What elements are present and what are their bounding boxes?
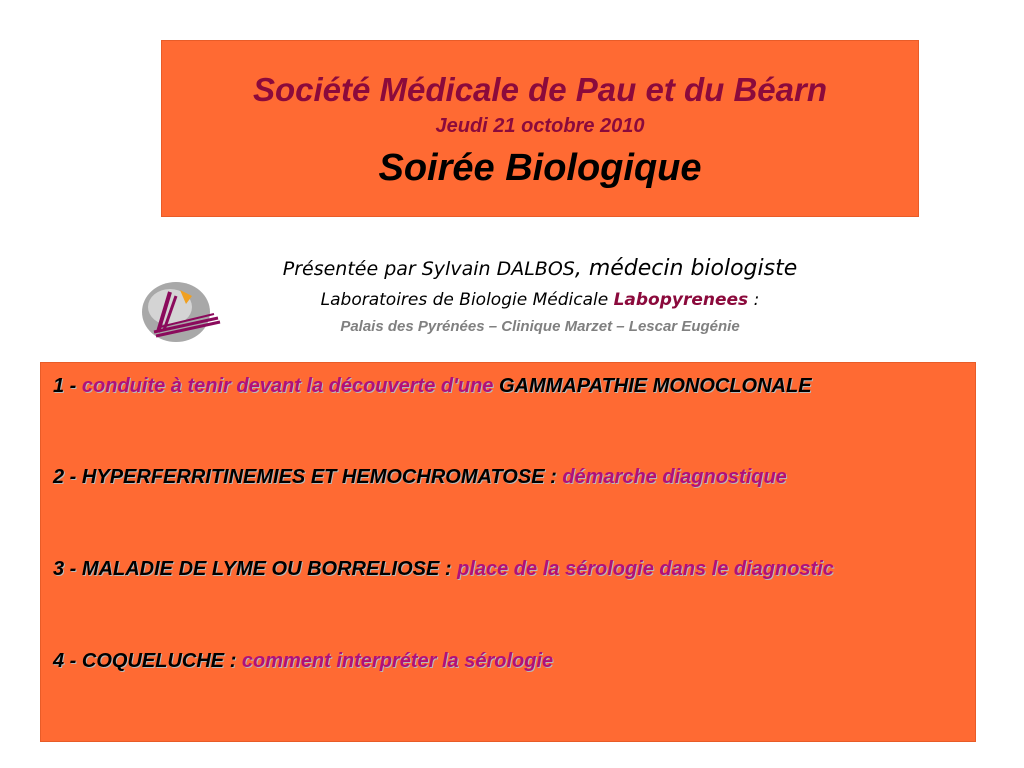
topic-description: démarche diagnostique <box>562 466 787 488</box>
topic-item <box>53 646 953 677</box>
laboratory-line <box>220 290 860 310</box>
topics-box <box>40 362 976 742</box>
topic-number: 2 - <box>53 466 82 488</box>
laboratory-logo-icon <box>140 280 222 344</box>
topic-heading: HYPERFERRITINEMIES ET HEMOCHROMATOSE : <box>81 466 563 488</box>
locations-line: Palais des Pyrénées – Clinique Marzet – Lescar Eugénie <box>340 318 740 335</box>
topic-number: 3 - <box>53 558 82 580</box>
topic-item <box>53 554 953 585</box>
event-title: Soirée Biologique <box>378 147 702 189</box>
topic-number: 4 - <box>53 650 82 672</box>
topic-heading: GAMMAPATHIE MONOCLONALE <box>498 375 812 397</box>
presenter-name: Présentée par Sylvain DALBOS <box>282 258 575 280</box>
topic-heading: MALADIE DE LYME OU BORRELIOSE : <box>81 558 458 580</box>
topic-description: comment interpréter la sérologie <box>241 650 554 672</box>
header-box <box>161 40 919 217</box>
topic-item <box>53 371 953 402</box>
laboratory-suffix: : <box>748 290 760 310</box>
topic-heading: COQUELUCHE : <box>81 650 242 672</box>
event-date: Jeudi 21 octobre 2010 <box>435 115 645 137</box>
presenter-role: , médecin biologiste <box>574 256 798 281</box>
presenter-line <box>220 256 860 281</box>
topic-description: conduite à tenir devant la découverte d'une <box>81 375 499 397</box>
topic-description: place de la sérologie dans le diagnostic <box>457 558 834 580</box>
society-name: Société Médicale de Pau et du Béarn <box>252 71 828 108</box>
topic-item <box>53 462 953 493</box>
topic-number: 1 - <box>53 375 82 397</box>
laboratory-name: Labopyrenees <box>613 290 749 310</box>
laboratory-prefix: Laboratoires de Biologie Médicale <box>320 290 614 310</box>
